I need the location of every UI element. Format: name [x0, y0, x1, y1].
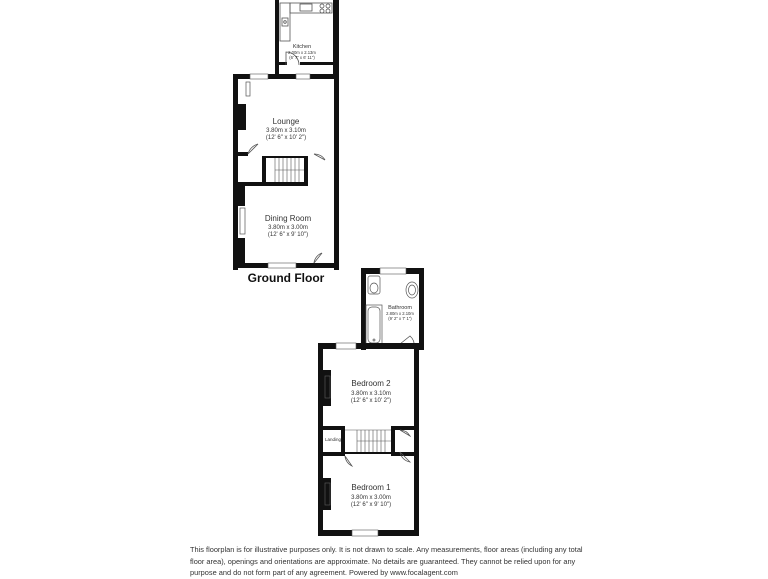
first-floor: [318, 268, 424, 536]
lounge-name: Lounge: [272, 117, 300, 126]
bedroom-1-name: Bedroom 1: [351, 483, 391, 492]
bathroom-window: [380, 268, 406, 274]
bedroom-1-dim-imperial: (12' 6" x 9' 10"): [350, 502, 392, 508]
bathroom-dim-metric: 2.80m x 2.10m: [386, 311, 414, 316]
dining-room-dim-metric: 3.80m x 3.00m: [268, 225, 308, 231]
bedroom-2-dim-imperial: (12' 6" x 10' 2"): [350, 398, 392, 404]
bedroom-2-dim-metric: 3.80m x 3.10m: [351, 391, 391, 397]
ground-stair-treads: [275, 158, 304, 182]
ground-doors: [248, 144, 325, 263]
bedroom-2-name: Bedroom 2: [351, 379, 391, 388]
first-doors: [345, 430, 410, 466]
dining-room-dim-imperial: (12' 6" x 9' 10"): [267, 232, 309, 238]
bathroom-name: Bathroom: [388, 305, 412, 311]
dining-room-name: Dining Room: [264, 214, 312, 223]
ground-stair-walls: [238, 152, 308, 186]
kitchen-dim-imperial: (6' 7" x 6' 11"): [289, 55, 315, 60]
ground-windows: [250, 74, 310, 268]
lounge-dim-imperial: (12' 6" x 10' 2"): [265, 135, 307, 141]
kitchen-units: [280, 3, 332, 41]
kitchen-walls: [275, 0, 339, 78]
first-stair-treads: [345, 430, 391, 452]
disclaimer-text: This floorplan is for illustrative purposes only. It is not drawn to scale. Any measurements, floor areas (including any total floor area), openings and orientations are approximate. No details are guaranteed. They cannot be relied upon for any purpose and do not form part of any agreement. Powered by www.focalagent.com: [190, 545, 583, 577]
landing-name: Landing: [324, 437, 342, 442]
ground-floor: [233, 0, 339, 285]
bathroom-dim-imperial: (9' 2" x 7' 1"): [388, 316, 412, 321]
kitchen-partition: [279, 62, 333, 65]
kitchen-name: Kitchen: [292, 44, 312, 50]
ground-floor-label: Ground Floor: [247, 271, 325, 285]
kitchen-dim-metric: 2.00m x 2.13m: [288, 50, 316, 55]
lounge-dim-metric: 3.80m x 3.10m: [266, 128, 306, 134]
ground-outer-walls: [233, 74, 339, 270]
bedroom-1-dim-metric: 3.80m x 3.00m: [351, 495, 391, 501]
